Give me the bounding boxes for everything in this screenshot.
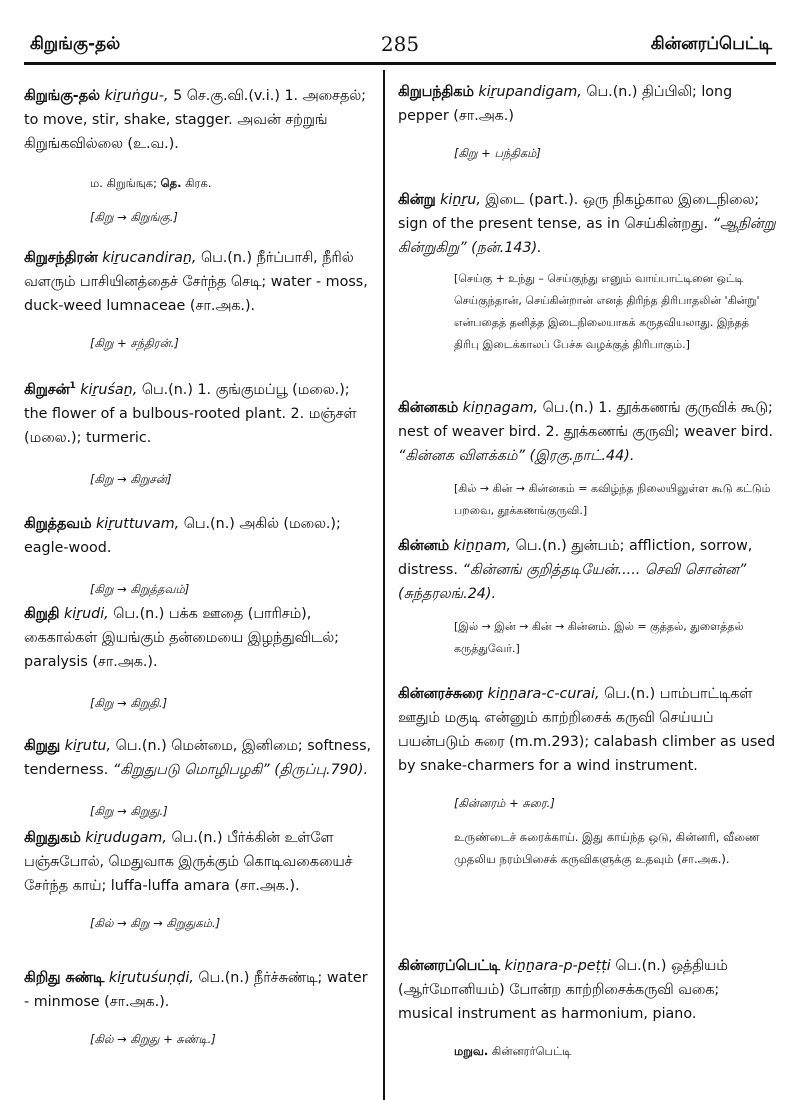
quotation: “கிறுதுபடு மொழிபழகி”	[112, 762, 270, 778]
entry	[24, 84, 376, 226]
guide-word-right: கின்னரப்பெட்டி	[650, 34, 772, 54]
transliteration: kiṉṉam,	[453, 538, 512, 554]
etymology: [கிறு + சந்திரன்.]	[90, 336, 179, 350]
etymology: [கிறு → கிறுதி.]	[90, 696, 168, 710]
etymology: [கில் → கிறு → கிறுதுகம்.]	[90, 916, 221, 930]
definition: பெ.(n.) 1. குங்குமப்பூ (மலை.); the flower of a bulbous-rooted plant. 2. மஞ்சள் (மலை.); turmeric.	[24, 381, 357, 446]
headword: கின்னகம்	[398, 400, 459, 416]
etymology: [கிறு → கிறுசன்]	[90, 471, 172, 486]
synonym-label: மறுவ.	[454, 1044, 489, 1058]
definition: பெ.(n.) 1. தூக்கணங் குருவிக் கூடு; nest of weaver bird. 2. தூக்கணங் குருவி; weaver bird.	[398, 400, 774, 440]
definition: இடை (part.). ஒரு நிகழ்கால இடைநிலை; sign of the present tense, as in செய்கின்றது.	[398, 192, 760, 232]
entry	[24, 246, 376, 352]
transliteration: kiṟuṅgu-,	[104, 88, 169, 104]
transliteration: kiṉṉara-p-peṭṭi	[504, 958, 611, 974]
definition: பெ.(n.) நீர்ப்பாசி, நீரில் வளரும் பாசியினத்தைச் சேர்ந்த செடி; water - moss, duck-weed lumnaceae (சா.அக.).	[24, 250, 368, 314]
etymology: [கில் → கிறுது + சுண்டி.]	[90, 1032, 216, 1046]
header-rule	[24, 62, 776, 65]
entry	[24, 966, 376, 1048]
transliteration: kiṟucandiraṉ,	[102, 250, 197, 266]
headword: கிறுதி	[24, 606, 60, 622]
entry	[24, 826, 376, 932]
citation: (நன்.143).	[471, 240, 542, 256]
headword: கின்று	[398, 192, 436, 208]
entry	[24, 512, 376, 598]
etymology: [கின்னரம் + சுரை.]	[454, 796, 555, 810]
quotation: “கின்னங் குறித்தடியேன்..... செவி சொன்ன”	[462, 562, 747, 578]
definition: பெ.(n.) ஒத்தியம் (ஆர்மோனியம்) போன்ற காற்றிசைக்கருவி வகை; musical instrument as harmonium, piano.	[398, 958, 728, 1022]
synonym	[454, 1044, 776, 1060]
quotation: “ஆநின்று கின்றுகிறு”	[398, 216, 776, 256]
headword: கிறுதுகம்	[24, 830, 81, 846]
cognate-label: தெ.	[160, 176, 182, 190]
cognate-value: கிரக.	[185, 176, 212, 190]
definition: பெ.(n.) நீர்ச்சுண்டி; water - minmose (சா.அக.).	[24, 970, 368, 1010]
page-number: 285	[380, 32, 420, 56]
etymology: [கிறு → கிறுது.]	[90, 804, 168, 818]
etymology-note: [செய்கு + உந்து – செய்குந்து எனும் வாய்பாட்டினை ஒட்டி செய்குந்தான், செய்கின்றான் எனத் திரிந்த திரிபாதலின் 'கின்று' என்பதைத் தனித்த இடைநிலையாகக் கருதவியலாது. இந்தத் திரிபு இடைக்காலப் பேச்சு வழக்குத் திரிபாகும்.]	[454, 272, 760, 351]
definition: பெ.(n.) அகில் (மலை.); eagle-wood.	[24, 516, 341, 556]
definition: பெ.(n.) துன்பம்; affliction, sorrow, distress.	[398, 538, 753, 578]
explanatory-note: உருண்டைச் சுரைக்காய். இது காய்ந்த ஒடு, கின்னரி, வீணை முதலிய நரம்பிசைக் கருவிகளுக்கு உதவும் (சா.அக.).	[454, 830, 760, 866]
entry	[398, 954, 776, 1060]
transliteration: kiṟudugam,	[85, 830, 167, 846]
definition: பெ.(n.) பீர்க்கின் உள்ளே பஞ்சுபோல், மெதுவாக இருக்கும் கொடிவகையைச் சேர்ந்த காய்; luffa-luffa amara (சா.அக.).	[24, 830, 353, 894]
transliteration: kiṟupandigam,	[478, 84, 582, 100]
etymology-note: [இல் → இன் → கின் → கின்னம். இல் = குத்தல், துளைத்தல் கருத்துவேர்.]	[454, 620, 744, 655]
entry	[398, 396, 776, 522]
transliteration: kiṉṟu,	[440, 192, 481, 208]
etymology: [கிறு + பந்திகம்]	[454, 146, 541, 160]
transliteration: kiṟuśaṉ,	[80, 381, 138, 398]
transliteration: kiṟutuśuṇḍi,	[108, 970, 194, 986]
entry	[398, 188, 776, 356]
synonym-value: கின்னரர்பெட்டி	[491, 1044, 572, 1058]
etymology-note: [கில் → கின் → கின்னகம் = கவிழ்ந்த நிலையிலுள்ள கூடு கட்டும் பறவை, தூக்கணங்குருவி.]	[454, 482, 771, 517]
headword: கின்னம்	[398, 538, 449, 554]
transliteration: kiṟudi,	[63, 606, 109, 622]
cognate-value: கிறுங்ஙுக;	[106, 176, 157, 190]
headword: கிறுத்தவம்	[24, 516, 92, 532]
definition: பெ.(n.) பாம்பாட்டிகள் ஊதும் மகுடி என்னும் காற்றிசைக் கருவி செய்யப் பயன்படும் சுரை (m.m.293); calabash climber as used by snake-charmers for a wind instrument.	[398, 686, 776, 774]
definition: பெ.(n.) பக்க ஊதை (பாரிசம்), கைகால்கள் இயங்கும் தன்மையை இழந்துவிடல்; paralysis (சா.அக.).	[24, 606, 339, 670]
cognate-label: ம.	[90, 176, 103, 190]
transliteration: kiṉṉagam,	[462, 400, 539, 416]
entry	[398, 682, 776, 870]
guide-word-left: கிறுங்கு-தல்	[30, 34, 121, 54]
transliteration: kiṉṉara-c-curai,	[487, 686, 600, 702]
entry	[24, 734, 376, 820]
headword: கிறுது	[24, 738, 61, 754]
headword: கின்னரச்சுரை	[398, 686, 483, 702]
citation: (இரகு.நாட்.44).	[529, 448, 635, 464]
definition: பெ.(n.) திப்பிலி; long pepper (சா.அக.)	[398, 84, 733, 124]
entry	[398, 534, 776, 660]
headword: கிறுசன்$^1$	[24, 381, 76, 398]
entry	[24, 374, 376, 488]
etymology: [கிறு → கிறுங்கு.]	[90, 210, 178, 224]
citation: (திருப்பு.790).	[274, 762, 368, 778]
cognates	[90, 176, 376, 192]
headword: கிறுசந்திரன்	[24, 250, 98, 266]
headword: கிறுபந்திகம்	[398, 84, 474, 100]
citation: (சுந்தரலங்.24).	[398, 586, 497, 602]
transliteration: kiṟutu,	[64, 738, 112, 754]
quotation: “கின்னக விளக்கம்”	[398, 448, 525, 464]
column-divider	[383, 70, 385, 1100]
definition: 5 செ.கு.வி.(v.i.) 1. அசைதல்; to move, stir, shake, stagger. அவன் சற்றுங் கிறுங்கவில்லை (உ.வ.).	[24, 88, 366, 152]
entry	[24, 602, 376, 712]
headword: கிறிது சுண்டி	[24, 970, 105, 986]
definition: பெ.(n.) மென்மை, இனிமை; softness, tenderness.	[24, 738, 372, 778]
etymology: [கிறு → கிறுத்தவம்]	[90, 582, 190, 596]
headword: கிறுங்கு-தல்	[24, 88, 100, 104]
headword: கின்னரப்பெட்டி	[398, 958, 500, 974]
page-header	[24, 30, 776, 60]
entry	[398, 80, 776, 162]
transliteration: kiṟuttuvam,	[96, 516, 180, 532]
